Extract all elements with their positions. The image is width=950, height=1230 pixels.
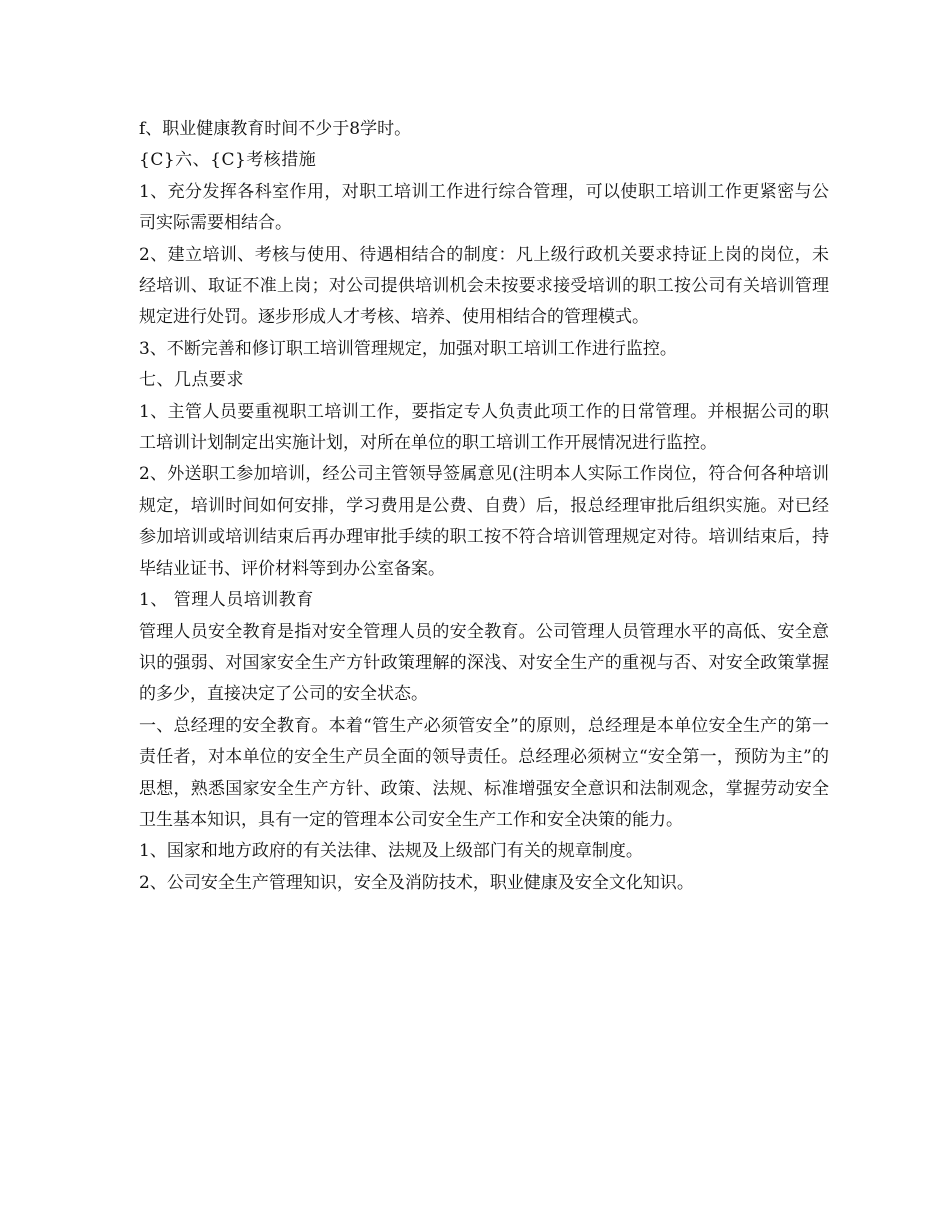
paragraph-gm-item-2: 2、公司安全生产管理知识，安全及消防技术，职业健康及安全文化知识。 (139, 872, 694, 893)
paragraph-gm-item-1: 1、国家和地方政府的有关法律、法规及上级部门有关的规章制度。 (139, 841, 643, 862)
paragraph-manager-training-intro: 管理人员安全教育是指对安全管理人员的安全教育。公司管理人员管理水平的高低、安全意识的强弱、对国家安全生产方针政策理解的深浅、对安全生产的重视与否、对安全政策掌握的多少，直接决定了公司的安全状态。 (139, 621, 829, 705)
paragraph-requirement-1: 1、主管人员要重视职工培训工作，要指定专人负责此项工作的日常管理。并根据公司的职工培训计划制定出实施计划，对所在单位的职工培训工作开展情况进行监控。 (139, 401, 829, 454)
section-heading-assessment: {C}六、{C}考核措施 (139, 150, 317, 171)
paragraph-health-hours: f、职业健康教育时间不少于8学时。 (139, 119, 412, 139)
document-body (139, 114, 829, 899)
section-heading-requirements: 七、几点要求 (139, 370, 244, 391)
paragraph-general-manager-education: 一、总经理的安全教育。本着“管生产必须管安全”的原则，总经理是本单位安全生产的第一责任者，对本单位的安全生产员全面的领导责任。总经理必须树立“安全第一，预防为主”的思想，熟悉国家安全生产方针、政策、法规、标准增强安全意识和法制观念，掌握劳动安全卫生基本知识，具有一定的管理本公司安全生产工作和安全决策的能力。 (139, 715, 829, 830)
paragraph-assessment-2: 2、建立培训、考核与使用、待遇相结合的制度：凡上级行政机关要求持证上岗的岗位，未经培训、取证不准上岗；对公司提供培训机会未按要求接受培训的职工按公司有关培训管理规定进行处罚。逐步形成人才考核、培养、使用相结合的管理模式。 (139, 244, 829, 328)
paragraph-requirement-2: 2、外送职工参加培训，经公司主管领导签属意见(注明本人实际工作岗位，符合何各种培训规定，培训时间如何安排，学习费用是公费、自费）后，报总经理审批后组织实施。对已经参加培训或培训结束后再办理审批手续的职工按不符合培训管理规定对待。培训结束后，持毕结业证书、评价材料等到办公室备案。 (139, 464, 829, 579)
section-heading-manager-training: 1、 管理人员培训教育 (139, 590, 314, 611)
paragraph-assessment-1: 1、充分发挥各科室作用，对职工培训工作进行综合管理，可以使职工培训工作更紧密与公司实际需要相结合。 (139, 181, 829, 234)
paragraph-assessment-3: 3、不断完善和修订职工培训管理规定，加强对职工培训工作进行监控。 (139, 338, 677, 359)
